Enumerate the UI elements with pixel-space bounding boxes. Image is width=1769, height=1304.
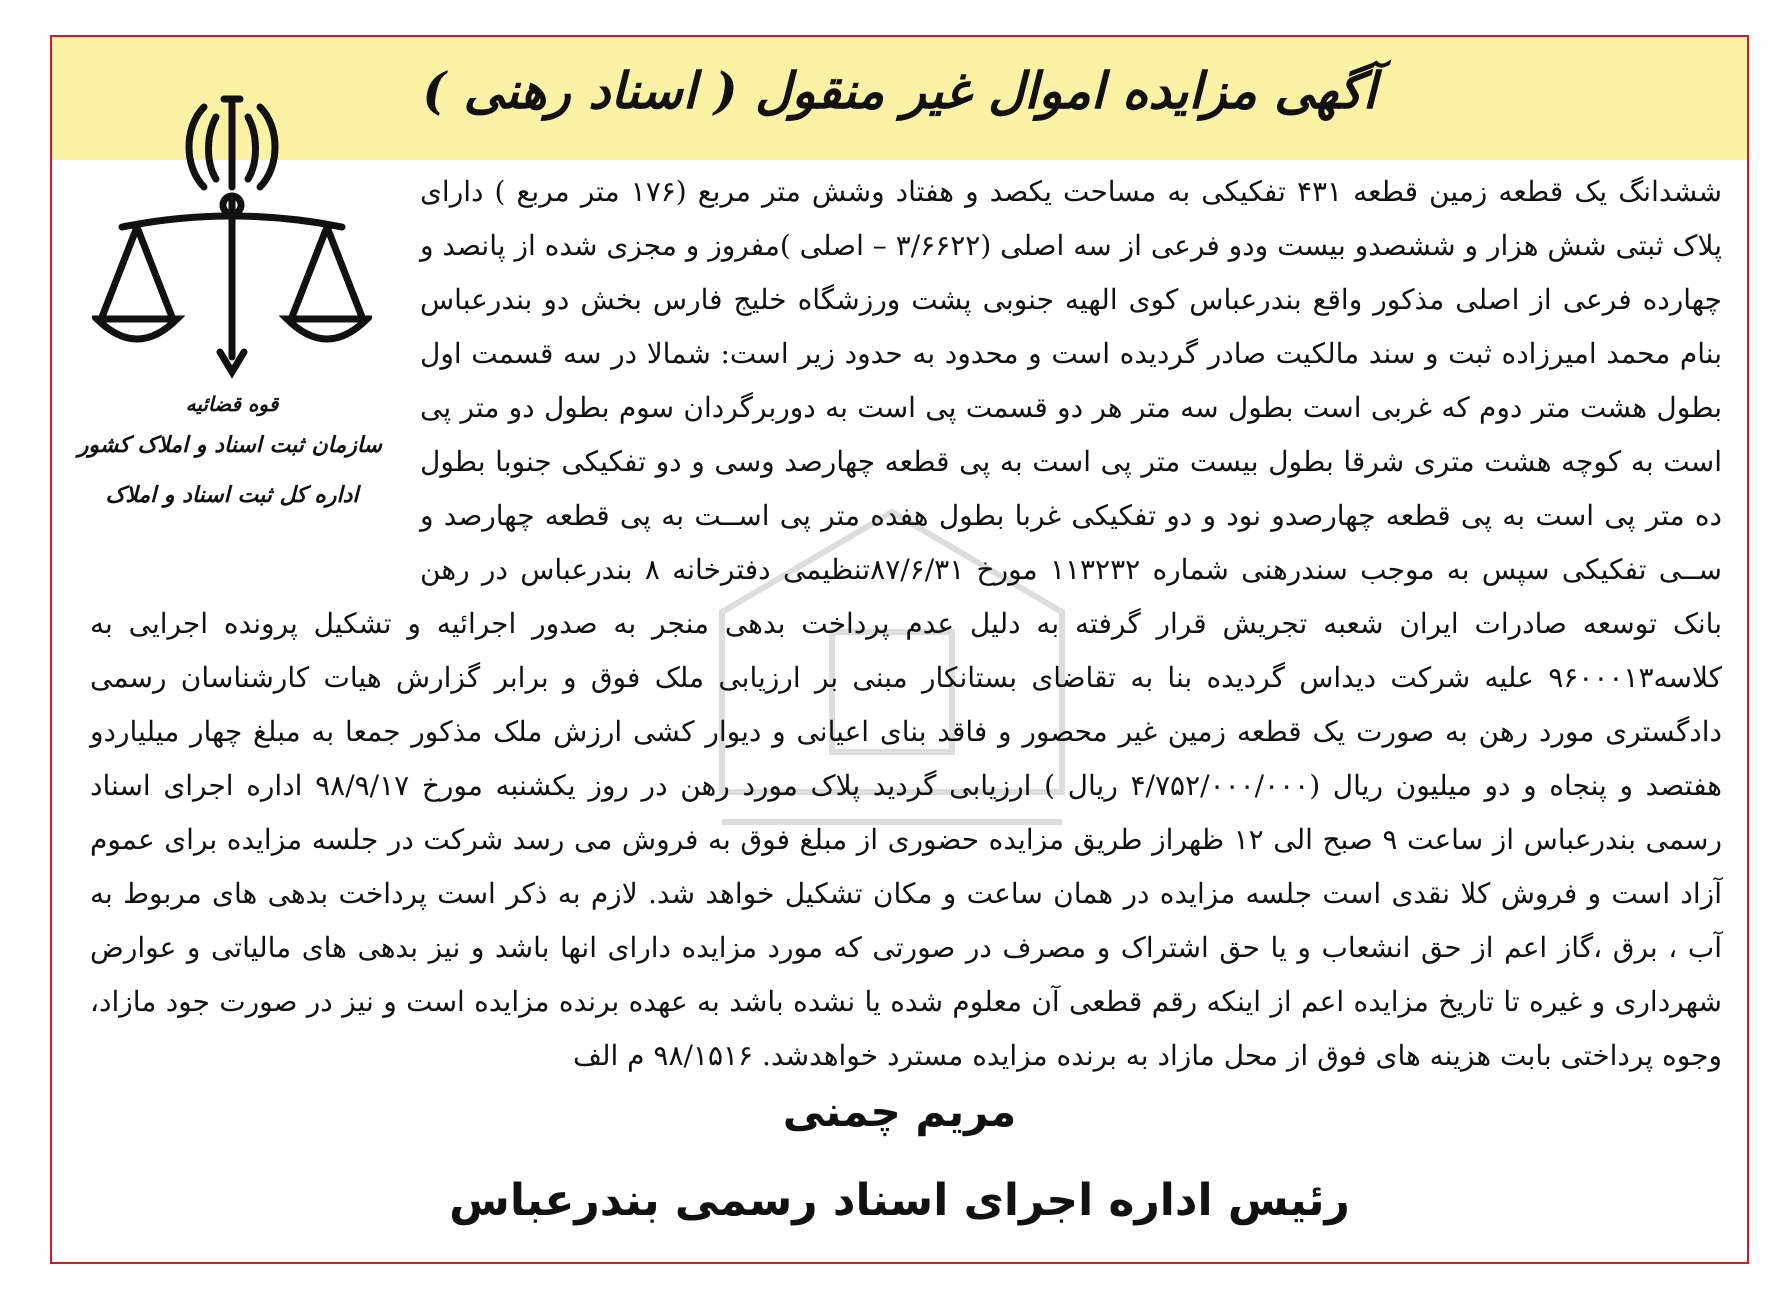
emblem-caption-judiciary: قوه قضائیه [185,392,279,416]
notice-body-text: ششدانگ یک قطعه زمین قطعه ۴۳۱ تفکیکی به مساحت یکصد و هفتاد وشش متر مربع (۱۷۶ متر مربع ) دارای پلاک ثبتی شش هزار و ششصدو بیست ودو فرعی از سه اصلی (۳/۶۶۲۲ – اصلی )مفروز و مجزی شده از پانصد و چهارده فرعی از اصلی مذکور واقع بندرعباس کوی الهیه جنوبی پشت ورزشگاه خلیج فارس بخش دو بندرعباس بنام محمد امیرزاده ثبت و سند مالکیت صادر گردیده است و محدود به حدود زیر است: شمالا در سه قسمت اول بطول هشت متر دوم که غربی است بطول سه متر هر دو قسمت پی است به دوربرگردان سوم بطول دو متر پی است به کوچه هشت متری شرقا بطول بیست متر پی است به پی قطعه چهارصد وسی و دو تفکیکی جنوبا بطول ده متر پی است به پی قطعه چهارصدو نود و دو تفکیکی غربا بطول هفده متر پی اســت به پی قطعه چهارصد و ســی تفکیکی سپس به موجب سندرهنی شماره ۱۱۳۲۳۲ مورخ ۸۷/۶/۳۱تنظیمی دفترخانه ۸ بندرعباس در رهن بانک توسعه صادرات ایران شعبه تجریش قرار گرفته به دلیل عدم پرداخت بدهی منجر به صدور اجرائیه و تشکیل پرونده اجرایی به کلاسه۹۶۰۰۰۱۳ علیه شرکت دیداس گردیده بنا به تقاضای بستانکار مبنی بر ارزیابی ملک فوق و برابر گزارش هیات کارشناسان رسمی دادگستری مورد رهن به صورت یک قطعه زمین غیر محصور و فاقد بنای اعیانی و دیوار کشی ارزش ملک مذکور جمعا به مبلغ چهار میلیاردو هفتصد و پنجاه و دو میلیون ریال (۴/۷۵۲/۰۰۰/۰۰۰ ریال ) ارزیابی گردید پلاک مورد رهن در روز یکشنبه مورخ ۹۸/۹/۱۷ اداره اجرای اسناد رسمی بندرعباس از ساعت ۹ صبح الی ۱۲ ظهراز طریق مزایده حضوری از مبلغ فوق به فروش می رسد شرکت در جلسه مزایده برای عموم آزاد است و فروش کلا نقدی است جلسه مزایده در همان ساعت و مکان تشکیل خواهد شد. لازم به ذکر است پرداخت بدهی های مربوط به آب ، برق ،گاز اعم از حق انشعاب و یا حق اشتراک و مصرف در صورتی که مورد مزایده دارای انها باشد و نیز بدهی های مالیاتی و عوارض شهرداری و غیره تا تاریخ مزایده اعم از اینکه رقم قطعی آن معلوم شده یا نشده باشد به عهده برنده مزایده است و نیز در صورت جود مازاد، وجوه پرداختی بابت هزینه های فوق از محل مازاد به برنده مزایده مسترد خواهدشد. ۹۸/۱۵۱۶ م الف [90,175,1723,1072]
signer-name: مریم چمنی [782,1087,1017,1136]
emblem-caption-organization: سازمان ثبت اسناد و املاک کشور [77,432,382,458]
notice-title: آگهی مزایده اموال غیر منقول ( اسناد رهنی ) [422,61,1377,120]
emblem-caption-department: اداره کل ثبت اسناد و املاک [105,482,359,508]
auction-notice [50,35,1749,1264]
signer-title: رئیس اداره اجرای اسناد رسمی بندرعباس [449,1175,1350,1226]
emblem-space [90,165,420,575]
notice-body [90,165,1722,1083]
